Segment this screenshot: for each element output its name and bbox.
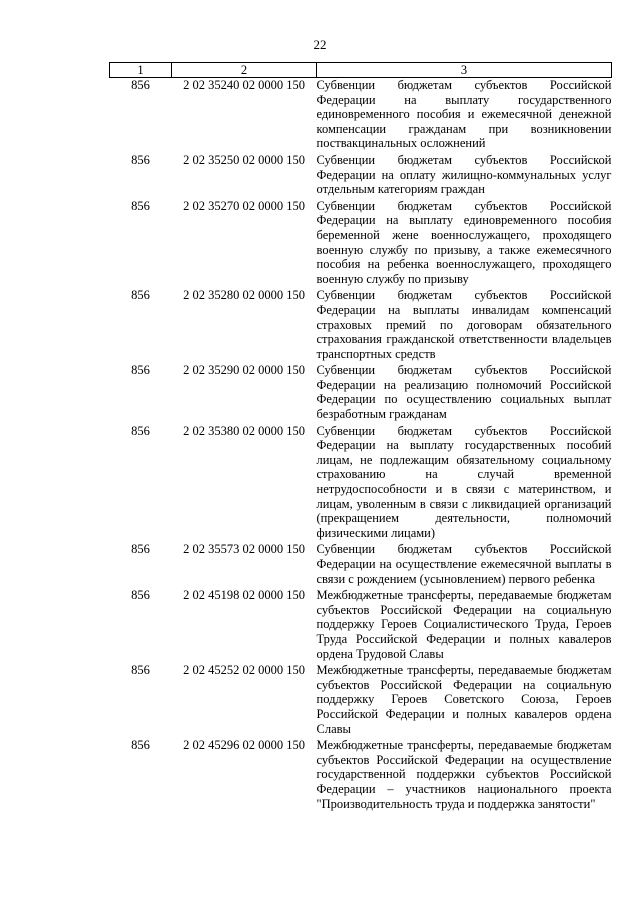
table-row [110,78,612,153]
table-row [110,288,612,363]
revenue-code-cell: 2 02 35280 02 0000 150 [183,288,305,303]
revenue-code-cell: 2 02 35573 02 0000 150 [183,542,305,557]
table-row [110,424,612,543]
description-cell: Субвенции бюджетам субъектов Российской Федерации на выплату государственного единовременного пособия и ежемесячной денежной компенсации гражданам при возникновении поствакцинальных осложнений [316,78,612,151]
admin-code-cell: 856 [131,738,150,753]
table-row [110,588,612,663]
table-row [110,738,612,813]
table-header-row [110,63,612,78]
admin-code-cell: 856 [131,423,150,438]
table-row [110,663,612,738]
description-cell: Межбюджетные трансферты, передаваемые бюджетам субъектов Российской Федерации на социальную поддержку Героев Советского Союза, Героев Российской Федерации и полных кавалеров ордена Славы [316,663,612,736]
revenue-code-cell: 2 02 45252 02 0000 150 [183,663,305,678]
revenue-code-cell: 2 02 45296 02 0000 150 [183,738,305,753]
revenue-code-cell: 2 02 35290 02 0000 150 [183,363,305,378]
column-header-1: 1 [110,63,172,78]
revenue-code-cell: 2 02 35240 02 0000 150 [183,78,305,92]
column-header-2: 2 [172,63,317,78]
admin-code-cell: 856 [131,198,150,213]
revenue-code-cell: 2 02 35250 02 0000 150 [183,152,305,167]
table-row [110,363,612,423]
budget-revenue-table [109,62,612,813]
description-cell: Субвенции бюджетам субъектов Российской Федерации на выплату государственных пособий лицам, не подлежащим обязательному социальному страхованию на случай временной нетрудоспособности и в связи с материнством, и лицам, уволенным в связи с ликвидацией организаций (прекращением деятельности, полномочий физическими лицами) [316,423,612,540]
table-row [110,542,612,588]
revenue-code-cell: 2 02 35270 02 0000 150 [183,198,305,213]
description-cell: Межбюджетные трансферты, передаваемые бюджетам субъектов Российской Федерации на осуществление государственной поддержки субъектов Российской Федерации – участников национального проекта "Производительность труда и поддержка занятости" [316,738,612,811]
description-cell: Субвенции бюджетам субъектов Российской Федерации на осуществление ежемесячной выплаты в связи с рождением (усыновлением) первого ребенка [316,542,612,586]
admin-code-cell: 856 [131,78,150,92]
admin-code-cell: 856 [131,588,150,603]
description-cell: Межбюджетные трансферты, передаваемые бюджетам субъектов Российской Федерации на социальную поддержку Героев Социалистического Труда, Героев Труда Российской Федерации и полных кавалеров ордена Трудовой Славы [316,588,612,661]
table-row [110,199,612,289]
description-cell: Субвенции бюджетам субъектов Российской Федерации на оплату жилищно-коммунальных услуг отдельным категориям граждан [316,152,612,197]
admin-code-cell: 856 [131,663,150,678]
admin-code-cell: 856 [131,363,150,378]
description-cell: Субвенции бюджетам субъектов Российской Федерации на выплату единовременного пособия беременной жене военнослужащего, проходящего военную службу по призыву, а также ежемесячного пособия на ребенка военнослужащего, проходящего военную службу по призыву [316,198,612,286]
description-cell: Субвенции бюджетам субъектов Российской Федерации на выплаты инвалидам компенсаций страховых премий по договорам обязательного страхования гражданской ответственности владельцев транспортных средств [316,288,612,361]
column-header-3: 3 [317,63,612,78]
revenue-code-cell: 2 02 45198 02 0000 150 [183,588,305,603]
table-row [110,153,612,199]
admin-code-cell: 856 [131,152,150,167]
page-number: 22 [313,37,327,52]
admin-code-cell: 856 [131,288,150,303]
revenue-code-cell: 2 02 35380 02 0000 150 [183,423,305,438]
admin-code-cell: 856 [131,542,150,557]
description-cell: Субвенции бюджетам субъектов Российской Федерации на реализацию полномочий Российской Федерации по осуществлению социальных выплат безработным гражданам [316,363,612,422]
